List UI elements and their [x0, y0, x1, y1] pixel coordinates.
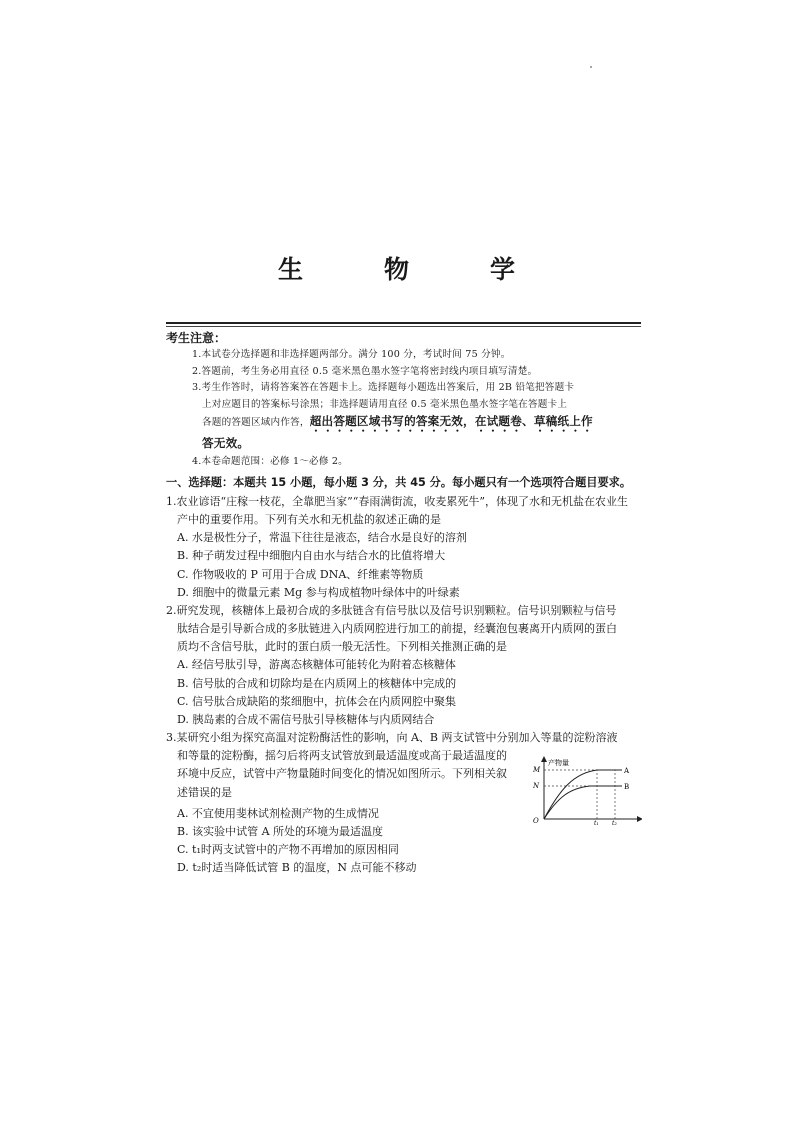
notice-emphasis: 超出答题区域书写的答案无效，在试题卷、草稿纸上作 [309, 414, 593, 428]
question-option: C. t₁时两支试管中的产物不再增加的原因相同 [177, 842, 399, 856]
question-option: D. 胰岛素的合成不需信号肽引导核糖体与内质网结合 [177, 712, 435, 726]
y-axis-label: 产物量 [548, 759, 569, 767]
origin-label: O [533, 817, 539, 825]
product-time-chart [530, 755, 642, 825]
notice-item: 2.答题前，考生务必用直径 0.5 毫米黑色墨水签字笔将密封线内项目填写清楚。 [192, 365, 538, 377]
notice-text: 各题的答题区域内作答， [202, 417, 310, 428]
question-option: B. 信号肽的合成和切除均是在内质网上的核糖体中完成的 [177, 676, 457, 690]
series-b-label: B [624, 783, 630, 791]
notice-item: 4.本卷命题范围：必修 1～必修 2。 [192, 455, 348, 467]
notice-item [192, 413, 642, 435]
y-tick-label: N [533, 782, 540, 790]
page-title: 生 物 学 [277, 255, 543, 284]
notice-list [192, 347, 642, 470]
notice-item: 1.本试卷分选择题和非选择题两部分。满分 100 分，考试时间 75 分钟。 [192, 349, 511, 360]
notice-item: 上对应题目的答案标号涂黑；非选择题请用直径 0.5 毫米黑色墨水签字笔在答题卡上 [202, 398, 568, 410]
divider-thick [166, 322, 641, 324]
question-stem: 肽结合是引导新合成的多肽链进入内质网腔进行加工的前提，经囊泡包裹离开内质网的蛋白 [177, 622, 617, 636]
question-option: B. 该实验中试管 A 所处的环境为最适温度 [177, 824, 384, 838]
notice-item [192, 435, 642, 454]
notice-heading: 考生注意： [166, 331, 227, 345]
question-stem: 述错误的是 [177, 785, 232, 799]
series-a-label: A [624, 767, 630, 775]
question-option: C. 作物吸收的 P 可用于合成 DNA、纤维素等物质 [177, 567, 424, 581]
question-stem: 和等量的淀粉酶，摇匀后将两支试管放到最适温度或高于最适温度的 [177, 749, 507, 763]
question-option: D. 细胞中的微量元素 Mg 参与构成植物叶绿体中的叶绿素 [177, 585, 460, 599]
question-option: B. 种子萌发过程中细胞内自由水与结合水的比值将增大 [177, 549, 446, 563]
question-option: A. 水是极性分子，常温下往往是液态，结合水是良好的溶剂 [177, 531, 467, 545]
question-stem: 产中的重要作用。下列有关水和无机盐的叙述正确的是 [177, 513, 441, 527]
question-stem: 3.某研究小组为探究高温对淀粉酶活性的影响，向 A、B 两支试管中分别加入等量的淀粉溶液 [166, 731, 618, 745]
question-option: C. 信号肽合成缺陷的浆细胞中，抗体会在内质网腔中聚集 [177, 694, 457, 708]
question-option: A. 不宜使用斐林试剂检测产物的生成情况 [177, 806, 379, 820]
notice-emphasis-end: 答无效。 [202, 436, 250, 450]
question-stem: 2.研究发现，核糖体上最初合成的多肽链含有信号肽以及信号识别颗粒。信号识别颗粒与信号 [166, 603, 617, 617]
divider-thin [166, 326, 641, 327]
y-tick-label: M [533, 766, 541, 774]
question-stem: 质均不含信号肽，此时的蛋白质一般无活性。下列相关推测正确的是 [177, 640, 507, 654]
series-b-line [544, 786, 622, 819]
notice-item: 3.考生作答时，请将答案答在答题卡上。选择题每小题选出答案后，用 2B 铅笔把答题卡 [192, 382, 575, 393]
scan-speck [590, 66, 592, 68]
x-tick-label: t₁ [594, 820, 599, 825]
question-option: D. t₂时适当降低试管 B 的温度，N 点可能不移动 [177, 861, 417, 875]
question-option: A. 经信号肽引导，游离态核糖体可能转化为附着态核糖体 [177, 658, 456, 672]
x-tick-label: t₂ [612, 820, 617, 825]
series-a-line [544, 770, 622, 819]
section-heading: 一、选择题：本题共 15 小题，每小题 3 分，共 45 分。每小题只有一个选项符合题目要求。 [166, 476, 632, 489]
question-stem: 1.农业谚语“庄稼一枝花，全靠肥当家”“春雨满街流，收麦累死牛”，体现了水和无机盐在农业生 [166, 495, 628, 508]
question-stem: 环境中反应，试管中产物量随时间变化的情况如图所示。下列相关叙 [177, 767, 507, 781]
